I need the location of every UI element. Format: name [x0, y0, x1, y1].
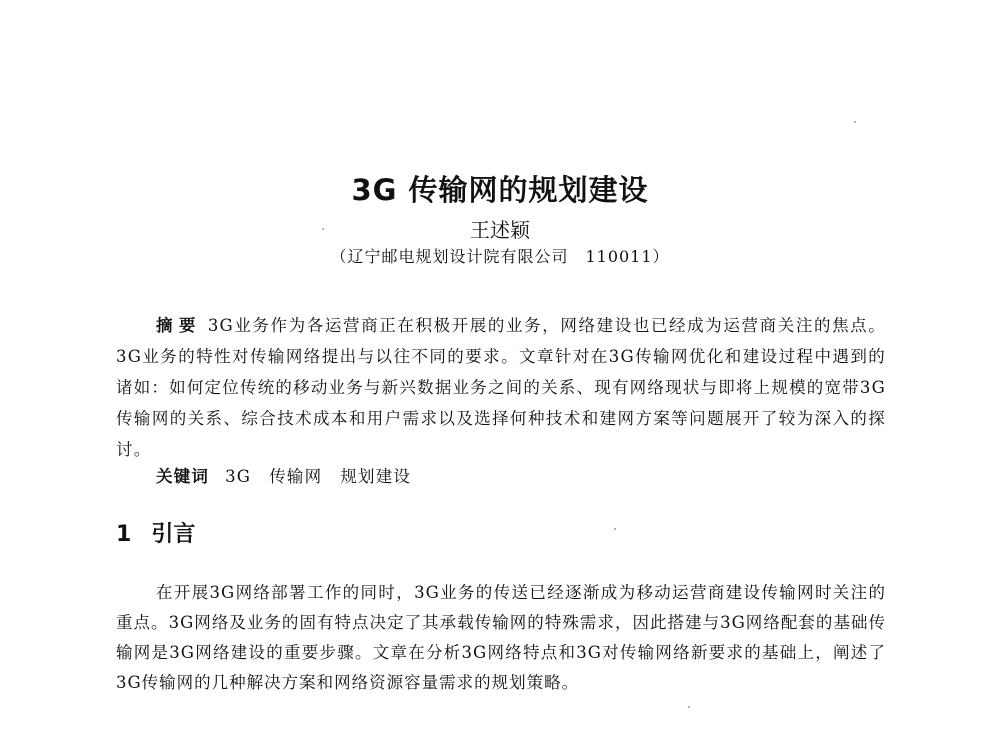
section-title: 引言	[151, 522, 196, 547]
abstract-paragraph	[116, 310, 886, 465]
intro-paragraph: 在开展3G网络部署工作的同时，3G业务的传送已经逐渐成为移动运营商建设传输网时关注的重点。3G网络及业务的固有特点决定了其承载传输网的特殊需求，因此搭建与3G网络配套的基础传输网是3G网络建设的重要步骤。文章在分析3G网络特点和3G对传输网络新要求的基础上，阐述了3G传输网的几种解决方案和网络资源容量需求的规划策略。	[116, 583, 886, 692]
keyword-item: 传输网	[269, 467, 323, 486]
keywords-label: 关键词	[156, 467, 210, 486]
author-affiliation: （辽宁邮电规划设计院有限公司 110011）	[330, 247, 670, 266]
paper-title: 3G 传输网的规划建设	[351, 173, 649, 207]
section-heading	[116, 520, 195, 550]
author-name: 王述颖	[470, 218, 530, 242]
section-number: 1	[116, 522, 132, 547]
keywords-line	[156, 462, 429, 492]
scan-speck	[688, 706, 690, 708]
keyword-item: 规划建设	[340, 467, 412, 486]
scan-speck	[854, 121, 856, 123]
scan-speck	[322, 228, 324, 230]
scan-speck	[614, 528, 616, 530]
keyword-item: 3G	[225, 467, 252, 486]
abstract-text: 3G业务作为各运营商正在积极开展的业务，网络建设也已经成为运营商关注的焦点。3G业务的特性对传输网络提出与以往不同的要求。文章针对在3G传输网优化和建设过程中遇到的诸如：如何定位传统的移动业务与新兴数据业务之间的关系、现有网络现状与即将上规模的宽带3G传输网的关系、综合技术成本和用户需求以及选择何种技术和建网方案等问题展开了较为深入的探讨。	[116, 316, 886, 459]
abstract-label: 摘要	[156, 316, 202, 335]
